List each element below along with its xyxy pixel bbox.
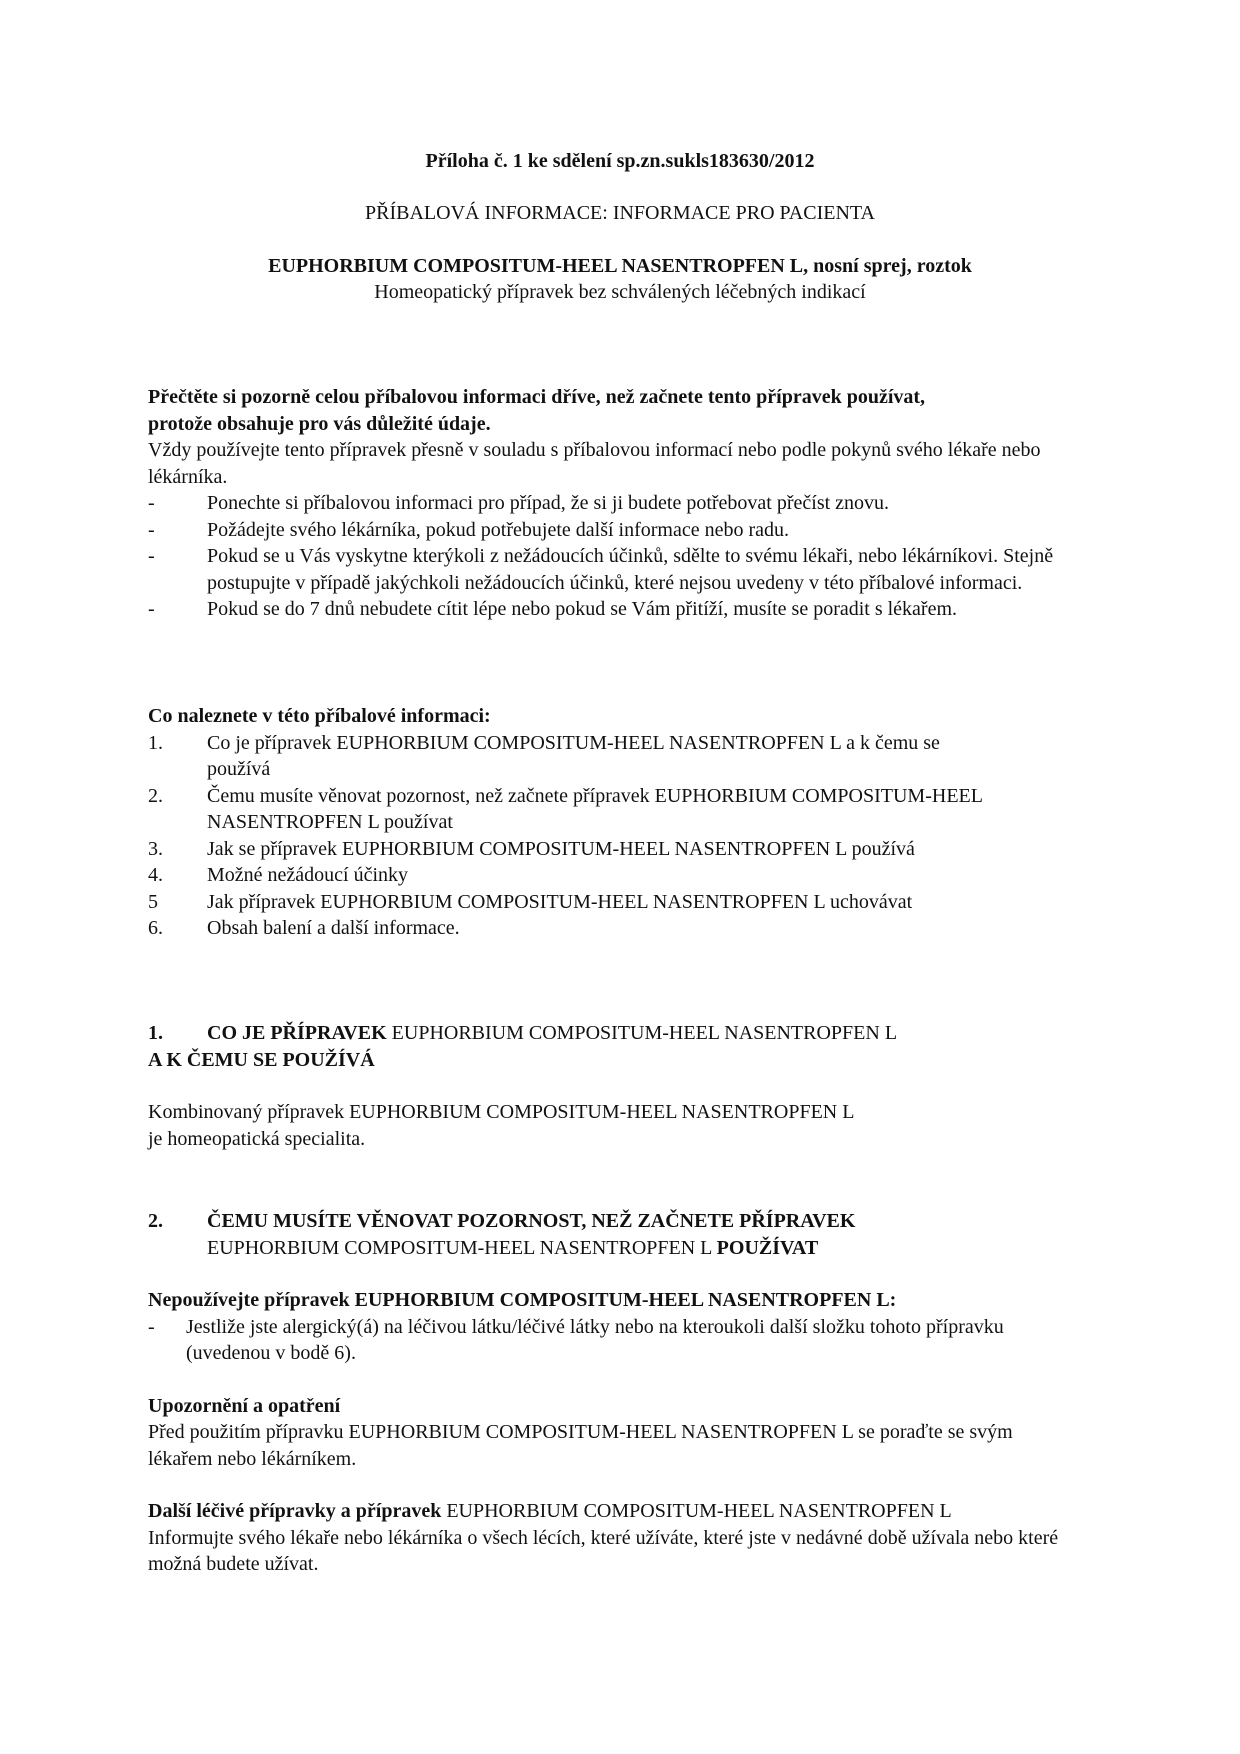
intro-bullet-text: Pokud se do 7 dnů nebudete cítit lépe nebo pokud se Vám přitíží, musíte se poradit s lékařem. [207, 598, 958, 620]
other-medicines-heading [148, 1498, 1108, 1525]
intro-bullet-text: Pokud se u Vás vyskytne kterýkoli z nežádoucích účinků, sdělte to svému lékaři, nebo lékárníkovi. Stejně postupujte v případě jakýchkoli nežádoucích účinků, které nejsou uvedeny v této příbalové informaci. [207, 545, 1054, 594]
contents-item [148, 730, 1108, 783]
intro-text: Vždy používejte tento přípravek přesně v souladu s příbalovou informací nebo podle pokynů svého lékaře nebo lékárníka. [148, 439, 1041, 488]
section-1-heading-product: EUPHORBIUM COMPOSITUM-HEEL NASENTROPFEN L [386, 1022, 898, 1044]
intro-section [148, 384, 1108, 623]
bullet-marker: - [148, 492, 155, 514]
bullet-marker: - [148, 1315, 155, 1338]
other-medicines-text: Informujte svého lékaře nebo lékárníka o všech lécích, které užíváte, které jste v nedávné době užívala nebo které možná budete užívat. [148, 1526, 1059, 1575]
section-2 [148, 1208, 1108, 1578]
intro-bullet [148, 543, 1108, 596]
warnings-text: Před použitím přípravku EUPHORBIUM COMPOSITUM-HEEL NASENTROPFEN L se poraďte se svým lékařem nebo lékárníkem. [148, 1421, 1013, 1470]
annex-reference: Příloha č. 1 ke sdělení sp.zn.sukls183630/2012 [425, 150, 815, 172]
contents-section [148, 703, 1108, 942]
intro-bullet-text: Požádejte svého lékárníka, pokud potřebujete další informace nebo radu. [207, 518, 790, 541]
contents-heading: Co naleznete v této příbalové informaci: [148, 705, 491, 727]
contents-item-number: 5 [148, 890, 158, 913]
intro-bullet [148, 490, 1108, 517]
contents-item-number: 3. [148, 837, 163, 860]
section-1 [148, 1020, 1108, 1152]
leaflet-title: PŘÍBALOVÁ INFORMACE: INFORMACE PRO PACIENTA [365, 202, 875, 224]
donot-heading: Nepoužívejte přípravek EUPHORBIUM COMPOSITUM-HEEL NASENTROPFEN L: [148, 1289, 897, 1311]
product-line: EUPHORBIUM COMPOSITUM-HEEL NASENTROPFEN L, nosní sprej, roztok [268, 255, 972, 277]
section-2-heading-bold-2: POUŽÍVAT [716, 1236, 819, 1259]
product-subtitle: Homeopatický přípravek bez schválených léčebných indikací [374, 281, 866, 303]
contents-item [148, 889, 1108, 916]
intro-bold-line-1: Přečtěte si pozorně celou příbalovou informaci dříve, než začnete tento přípravek používat, [148, 386, 926, 408]
bullet-marker: - [148, 598, 155, 620]
other-medicines-heading-product: EUPHORBIUM COMPOSITUM-HEEL NASENTROPFEN L [441, 1500, 952, 1522]
section-1-heading-bold-2: A K ČEMU SE POUŽÍVÁ [148, 1048, 375, 1071]
section-2-heading-product: EUPHORBIUM COMPOSITUM-HEEL NASENTROPFEN L [207, 1236, 717, 1259]
section-1-text-line-2: je homeopatická specialita. [148, 1127, 366, 1150]
section-1-heading [148, 1020, 1108, 1047]
section-2-heading [148, 1208, 1108, 1235]
contents-item-number: 6. [148, 917, 163, 939]
section-1-heading-bold: CO JE PŘÍPRAVEK [207, 1022, 387, 1044]
warnings-heading: Upozornění a opatření [148, 1394, 341, 1417]
donot-item-text: Jestliže jste alergický(á) na léčivou látku/léčivé látky nebo na kteroukoli další složku tohoto přípravku (uvedenou v bodě 6). [186, 1315, 1004, 1364]
contents-item [148, 915, 1108, 942]
bullet-marker: - [148, 545, 155, 567]
contents-item [148, 836, 1108, 863]
section-2-heading-line-2 [148, 1235, 1108, 1262]
section-1-text-line-1: Kombinovaný přípravek EUPHORBIUM COMPOSITUM-HEEL NASENTROPFEN L [148, 1101, 855, 1123]
donot-item [148, 1314, 1108, 1367]
other-medicines-heading-bold: Další léčivé přípravky a přípravek [148, 1500, 442, 1522]
contents-item-text: Čemu musíte věnovat pozornost, než začnete přípravek EUPHORBIUM COMPOSITUM-HEEL NASENTROPFEN L používat [207, 784, 983, 833]
contents-item-text: Jak přípravek EUPHORBIUM COMPOSITUM-HEEL NASENTROPFEN L uchovávat [207, 890, 913, 913]
contents-item-number: 4. [148, 864, 163, 886]
bullet-marker: - [148, 518, 155, 541]
section-1-number: 1. [148, 1022, 163, 1044]
intro-bullet-text: Ponechte si příbalovou informaci pro případ, že si ji budete potřebovat přečíst znovu. [207, 492, 890, 514]
contents-item-text: Obsah balení a další informace. [207, 917, 460, 939]
contents-item-number: 2. [148, 784, 163, 807]
contents-item-text: Možné nežádoucí účinky [207, 864, 409, 886]
intro-bold-line-2: protože obsahuje pro vás důležité údaje. [148, 412, 491, 435]
section-2-number: 2. [148, 1210, 163, 1232]
section-2-heading-bold: ČEMU MUSÍTE VĚNOVAT POZORNOST, NEŽ ZAČNETE PŘÍPRAVEK [207, 1210, 856, 1232]
intro-bullet [148, 517, 1108, 544]
contents-item [148, 783, 1108, 836]
contents-item [148, 862, 1108, 889]
contents-item-text: Jak se přípravek EUPHORBIUM COMPOSITUM-HEEL NASENTROPFEN L používá [207, 837, 915, 860]
intro-bullet [148, 596, 1108, 623]
contents-item-text: Co je přípravek EUPHORBIUM COMPOSITUM-HEEL NASENTROPFEN L a k čemu se používá [207, 731, 940, 780]
contents-item-number: 1. [148, 731, 163, 754]
